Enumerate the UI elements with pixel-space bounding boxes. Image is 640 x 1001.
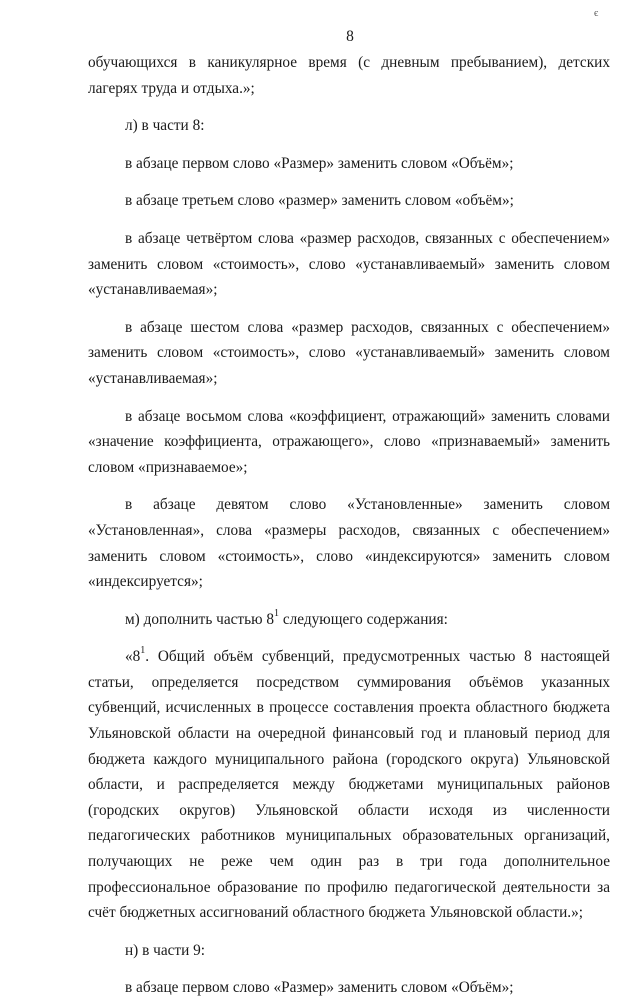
paragraph-continuation: обучающихся в каникулярное время (с дневным пребыванием), детских лагерях труда и отдыха.»;	[88, 54, 610, 97]
new-part-superscript: 1	[140, 645, 146, 657]
corner-mark: є	[594, 8, 599, 19]
paragraph-amendment-4: в абзаце четвёртом слова «размер расходов, связанных с обеспечением» заменить словом «стоимость», слово «устанавливаемый» заменить словом «устанавливаемая»;	[88, 229, 610, 299]
item-m-superscript: 1	[274, 607, 279, 619]
paragraph-amendment-first: в абзаце первом слово «Размер» заменить словом «Объём»;	[125, 979, 514, 997]
new-part-number: «8	[125, 648, 141, 666]
document-body	[88, 50, 610, 1001]
paragraph-amendment-3: в абзаце третьем слово «размер» заменить словом «объём»;	[125, 192, 514, 210]
paragraph-item-n: н) в части 9:	[125, 941, 206, 959]
paragraph-amendment-8: в абзаце восьмом слова «коэффициент, отражающий» заменить словами «значение коэффициента, отражающего», слово «признаваемый» заменить словом «признаваемое»;	[88, 407, 610, 476]
new-part-text: . Общий объём субвенций, предусмотренных частью 8 настоящей статьи, определяется посредством суммирования объёмов указанных субвенций, исчисленных в процессе составления проекта областного бюджета Ульяновской области на очередной финансовый год и плановый период для бюджета каждого муниципального района (городского округа) Ульяновской области, и распределяется между бюджетами муниципальных районов (городских округов) Ульяновской области исходя из численности педагогических работников муниципальных образовательных организаций, получающих не реже чем один раз в три года дополнительное профессиональное образование по профилю педагогической деятельности за счёт бюджетных ассигнований областного бюджета Ульяновской области.»;	[88, 648, 610, 922]
item-m-text-end: следующего содержания:	[279, 610, 448, 628]
paragraph-amendment-9: в абзаце девятом слово «Установленные» заменить словом «Установленная», слова «размеры расходов, связанных с обеспечением» заменить словом «стоимость», слово «индексируются» заменить словом «индексируется»;	[88, 496, 610, 591]
paragraph-item-l: л) в части 8:	[125, 117, 205, 135]
page-number: 8	[346, 28, 354, 45]
paragraph-amendment-1: в абзаце первом слово «Размер» заменить словом «Объём»;	[125, 154, 514, 172]
paragraph-amendment-6: в абзаце шестом слова «размер расходов, связанных с обеспечением» заменить словом «стоимость», слово «устанавливаемый» заменить словом «устанавливаемая»;	[88, 318, 610, 387]
paragraph-new-part	[88, 644, 610, 926]
item-m-text: м) дополнить частью 8	[125, 610, 274, 628]
paragraph-item-m	[88, 607, 610, 633]
